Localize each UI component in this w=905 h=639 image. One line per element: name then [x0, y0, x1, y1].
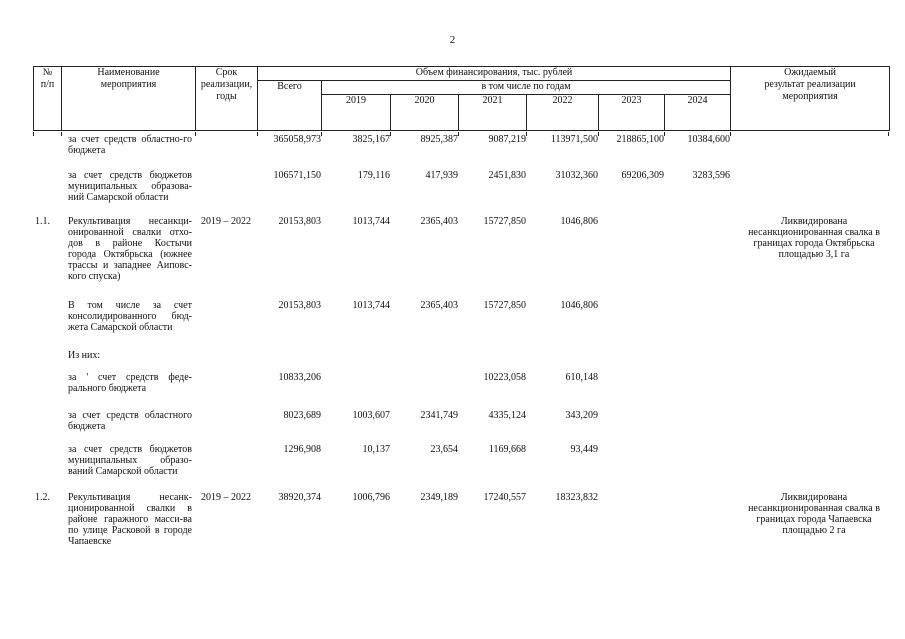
header-year-2024: 2024: [665, 95, 731, 131]
row-name: за ' счет средств феде-рального бюджета: [68, 372, 192, 394]
row-2019: 3825,167: [352, 134, 390, 145]
row-2019: 1003,607: [352, 410, 390, 421]
row-2023: 218865,100: [616, 134, 664, 145]
row-2021: 17240,557: [483, 492, 526, 503]
row-name: В том числе за счет консолидированного бюд-жета Самарской области: [68, 300, 192, 333]
row-name: за счет средств бюджетов муниципальных образова-ний Самарской области: [68, 170, 192, 203]
header-year-2022: 2022: [527, 95, 599, 131]
row-result: Ликвидирована несанкционированная свалка в границах города Октябрьска площадью 3,1 га: [748, 216, 880, 260]
row-total: 8023,689: [283, 410, 321, 421]
row-2022: 18323,832: [555, 492, 598, 503]
header-term: [196, 67, 258, 131]
header-num: [34, 67, 62, 131]
header-year-2021: 2021: [459, 95, 527, 131]
row-2019: 179,116: [357, 170, 390, 181]
row-2022: 343,209: [565, 410, 598, 421]
row-2020: 8925,387: [420, 134, 458, 145]
row-2022: 93,449: [570, 444, 598, 455]
table-header: [33, 66, 890, 131]
row-term: 2019 – 2022: [201, 216, 251, 227]
row-name: Рекультивация несанкци-онированной свалки отхо-дов в районе Костычи города Октябрьска (южнее трассы и западнее Аиповс-кого спуска): [68, 216, 192, 282]
header-total: Всего: [258, 81, 322, 131]
row-name: Рекультивация несанк-ционированной свалки в районе гаражного масси-ва по улице Расковой в городе Чапаевске: [68, 492, 192, 547]
row-total: 106571,150: [273, 170, 321, 181]
row-total: 20153,803: [278, 216, 321, 227]
row-2020: 23,654: [430, 444, 458, 455]
row-2023: 69206,309: [621, 170, 664, 181]
row-2021: 9087,219: [488, 134, 526, 145]
row-2021: 1169,668: [488, 444, 526, 455]
header-result-text: Ожидаемый результат реализации мероприятия: [764, 67, 856, 102]
row-num: 1.1.: [35, 216, 50, 227]
row-2021: 4335,124: [488, 410, 526, 421]
header-term-text: Срок реализации, годы: [200, 67, 253, 102]
row-2022: 610,148: [565, 372, 598, 383]
header-result: [731, 67, 890, 131]
row-name: за счет средств бюджетов муниципальных образо-ваний Самарской области: [68, 444, 192, 477]
row-name: за счет средств областного бюджета: [68, 410, 192, 432]
row-2020: 2349,189: [420, 492, 458, 503]
row-result: Ликвидирована несанкционированная свалка в границах города Чапаевска площадью 2 га: [748, 492, 880, 536]
row-2019: 10,137: [362, 444, 390, 455]
header-by-years: в том числе по годам: [322, 81, 731, 95]
row-2022: 1046,806: [560, 300, 598, 311]
row-2021: 15727,850: [483, 300, 526, 311]
row-2020: 2341,749: [420, 410, 458, 421]
row-2019: 1013,744: [352, 216, 390, 227]
header-name-text: Наименование мероприятия: [97, 67, 160, 90]
header-year-2023: 2023: [599, 95, 665, 131]
row-2021: 10223,058: [483, 372, 526, 383]
row-total: 38920,374: [278, 492, 321, 503]
row-2021: 2451,830: [488, 170, 526, 181]
header-year-2019: 2019: [322, 95, 391, 131]
row-2022: 1046,806: [560, 216, 598, 227]
header-name: [62, 67, 196, 131]
row-num: 1.2.: [35, 492, 50, 503]
row-2019: 1013,744: [352, 300, 390, 311]
row-name: за счет средств областно-го бюджета: [68, 134, 192, 156]
row-2020: 2365,403: [420, 216, 458, 227]
header-year-2020: 2020: [391, 95, 459, 131]
header-num-text: № п/п: [40, 67, 55, 90]
row-2019: 1006,796: [352, 492, 390, 503]
row-2022: 113971,500: [550, 134, 598, 145]
row-total: 365058,973: [273, 134, 321, 145]
row-total: 10833,206: [278, 372, 321, 383]
row-2024: 3283,596: [692, 170, 730, 181]
row-name: Из них:: [68, 350, 101, 361]
row-2021: 15727,850: [483, 216, 526, 227]
page-number: 2: [449, 34, 456, 46]
row-2024: 10384,600: [687, 134, 730, 145]
row-total: 20153,803: [278, 300, 321, 311]
row-term: 2019 – 2022: [201, 492, 251, 503]
row-2020: 417,939: [425, 170, 458, 181]
header-funding: Объем финансирования, тыс. рублей: [258, 67, 731, 81]
row-2022: 31032,360: [555, 170, 598, 181]
row-total: 1296,908: [283, 444, 321, 455]
row-2020: 2365,403: [420, 300, 458, 311]
